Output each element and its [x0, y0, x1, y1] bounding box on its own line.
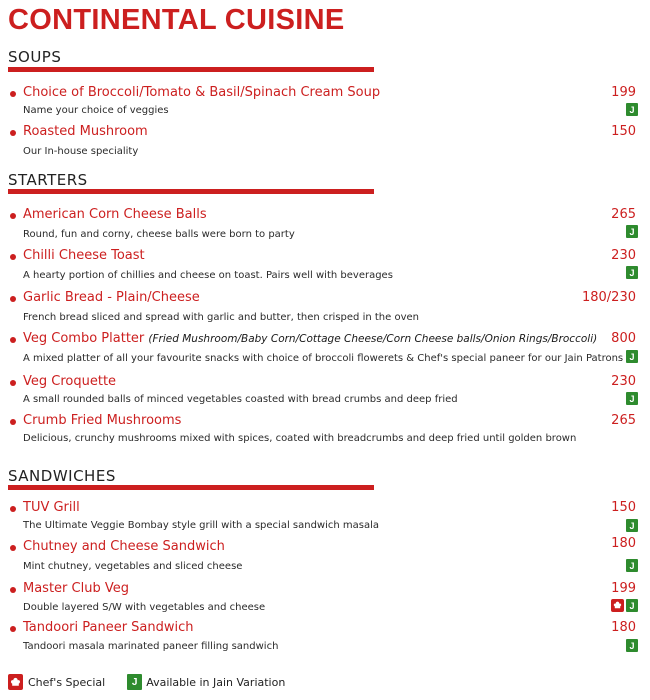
jain-badge-icon: J [626, 639, 638, 652]
jain-badge-icon: J [127, 674, 142, 690]
item-price: 230 [611, 374, 636, 389]
bullet-icon [10, 380, 16, 386]
item-description: A hearty portion of chillies and cheese on toast. Pairs well with beverages [23, 270, 393, 281]
legend-jain-label: Available in Jain Variation [146, 675, 286, 689]
item-description: Our In-house speciality [23, 146, 139, 157]
bullet-icon [10, 587, 16, 593]
section-heading-soups: SOUPS [8, 48, 62, 66]
item-name: Roasted Mushroom [23, 124, 148, 139]
jain-badge-icon: J [626, 103, 638, 116]
item-name-main: Veg Combo Platter [23, 331, 145, 346]
bullet-icon [10, 337, 16, 343]
item-description: Round, fun and corny, cheese balls were born to party [23, 229, 295, 240]
item-name: Chilli Cheese Toast [23, 248, 145, 263]
chef-hat-glyph [613, 601, 622, 610]
bullet-icon [10, 296, 16, 302]
item-description: Name your choice of veggies [23, 105, 169, 116]
item-description: Delicious, crunchy mushrooms mixed with spices, coated with breadcrumbs and deep fried until golden brown [23, 433, 577, 444]
section-heading-starters: STARTERS [8, 171, 88, 189]
item-name [23, 331, 597, 346]
menu-title: CONTINENTAL CUISINE [8, 4, 345, 36]
jain-badge-icon: J [626, 392, 638, 405]
item-price: 199 [611, 85, 636, 100]
item-price: 265 [611, 207, 636, 222]
jain-badge-icon: J [626, 559, 638, 572]
jain-badge-icon: J [626, 266, 638, 279]
item-name: American Corn Cheese Balls [23, 207, 207, 222]
item-price: 180/230 [581, 290, 636, 305]
bullet-icon [10, 130, 16, 136]
item-description: A small rounded balls of minced vegetables coasted with bread crumbs and deep fried [23, 394, 458, 405]
item-name: Master Club Veg [23, 581, 129, 596]
item-name: Crumb Fried Mushrooms [23, 413, 182, 428]
bullet-icon [10, 419, 16, 425]
chef-hat-icon [8, 674, 23, 690]
item-name: Choice of Broccoli/Tomato & Basil/Spinach Cream Soup [23, 85, 381, 100]
item-price: 230 [611, 248, 636, 263]
chef-hat-icon [611, 599, 624, 612]
item-description: A mixed platter of all your favourite snacks with choice of broccoli flowerets & Chef's special paneer for our Jain Patrons [23, 353, 624, 364]
section-heading-sandwiches: SANDWICHES [8, 467, 116, 485]
chef-hat-glyph [10, 677, 21, 688]
jain-badge-icon: J [626, 599, 638, 612]
item-name: Veg Croquette [23, 374, 117, 389]
bullet-icon [10, 545, 16, 551]
item-name: Chutney and Cheese Sandwich [23, 539, 225, 554]
item-name: Tandoori Paneer Sandwich [23, 620, 194, 635]
item-description: Tandoori masala marinated paneer filling sandwich [23, 641, 279, 652]
item-description: Double layered S/W with vegetables and cheese [23, 602, 266, 613]
item-name: Garlic Bread - Plain/Cheese [23, 290, 200, 305]
legend-chef-label: Chef's Special [28, 675, 106, 689]
item-price: 150 [611, 500, 636, 515]
jain-badge-icon: J [626, 225, 638, 238]
item-price: 180 [611, 620, 636, 635]
section-divider [8, 189, 374, 194]
item-price: 800 [611, 331, 636, 346]
bullet-icon [10, 213, 16, 219]
item-name: TUV Grill [23, 500, 80, 515]
bullet-icon [10, 506, 16, 512]
bullet-icon [10, 254, 16, 260]
item-price: 265 [611, 413, 636, 428]
section-divider [8, 485, 374, 490]
item-price: 199 [611, 581, 636, 596]
jain-badge-icon: J [626, 350, 638, 363]
item-price: 150 [611, 124, 636, 139]
item-description: Mint chutney, vegetables and sliced cheese [23, 561, 243, 572]
bullet-icon [10, 626, 16, 632]
item-price: 180 [611, 536, 636, 551]
legend [8, 674, 285, 690]
item-description: French bread sliced and spread with garlic and butter, then crisped in the oven [23, 312, 419, 323]
bullet-icon [10, 91, 16, 97]
item-name-options: (Fried Mushroom/Baby Corn/Cottage Cheese/Corn Cheese balls/Onion Rings/Broccoli) [148, 333, 598, 345]
item-description: The Ultimate Veggie Bombay style grill with a special sandwich masala [23, 520, 380, 531]
section-divider [8, 67, 374, 72]
jain-badge-icon: J [626, 519, 638, 532]
